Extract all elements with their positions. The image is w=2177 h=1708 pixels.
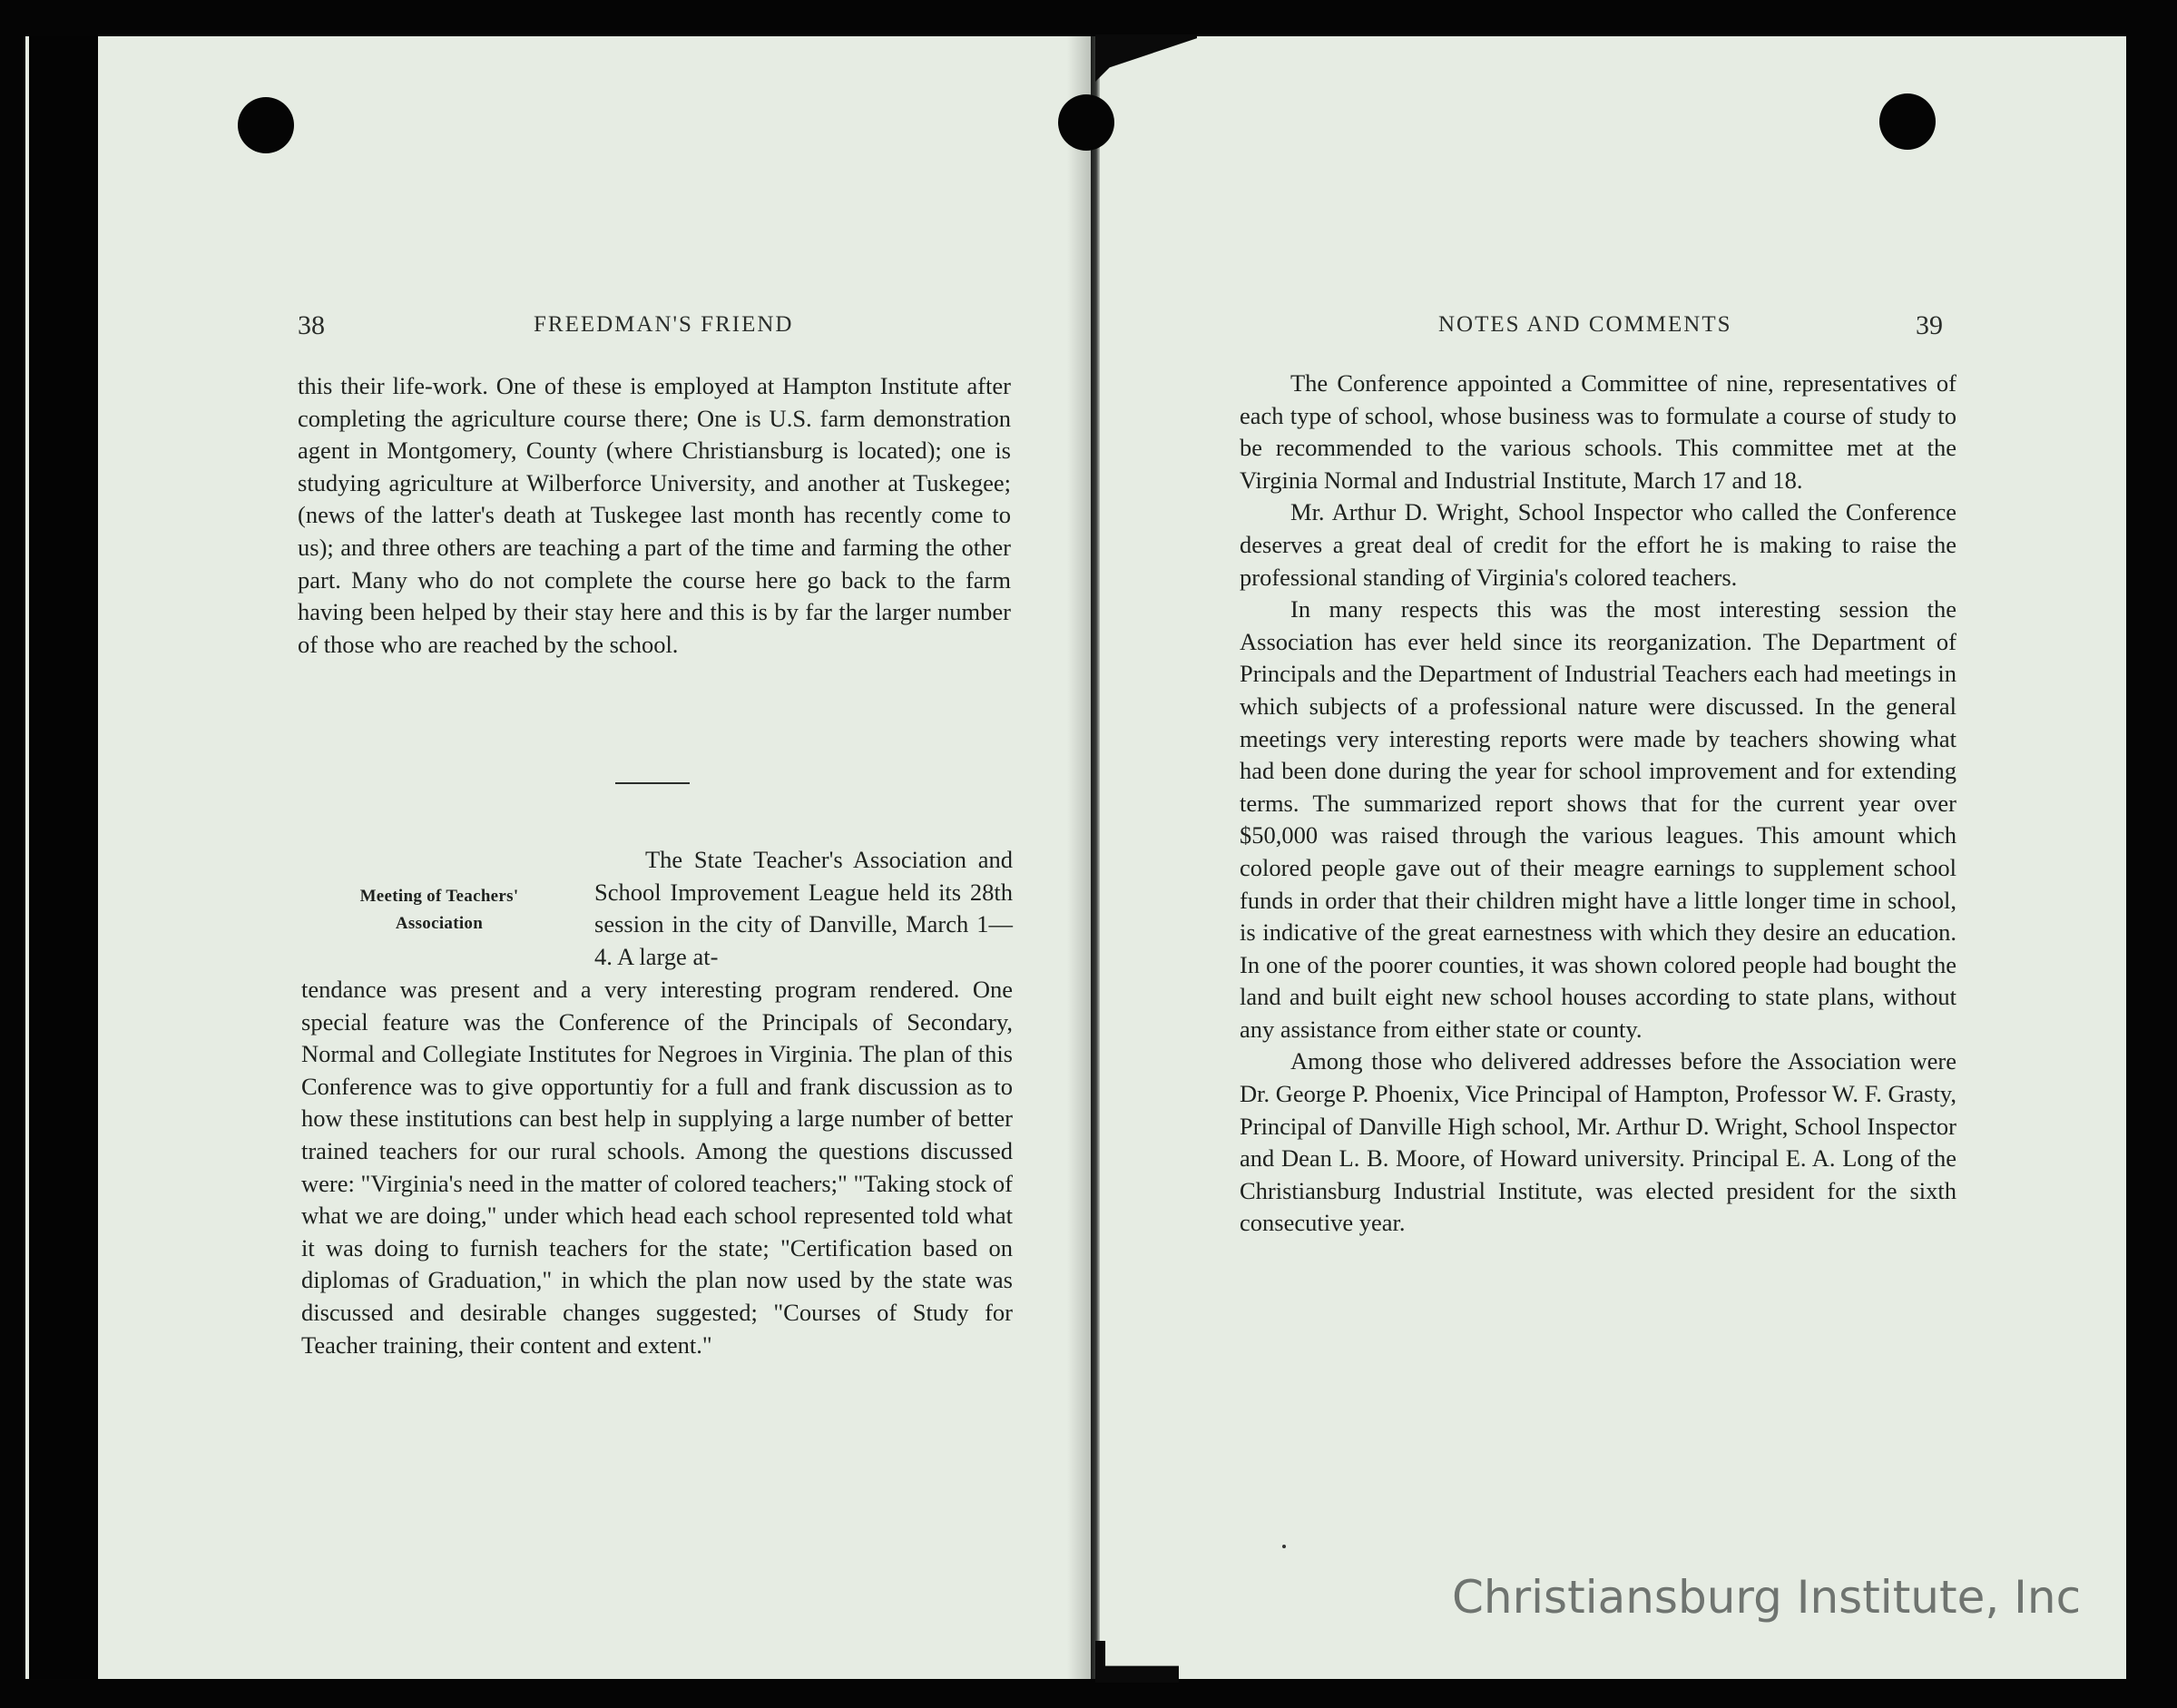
sidehead-line-1: Meeting of Teachers'	[359, 887, 519, 906]
right-page-body	[1240, 368, 1956, 1240]
article-continued	[301, 974, 1013, 1361]
binding-strip	[29, 36, 98, 1679]
punch-hole-right	[1879, 93, 1936, 150]
sidehead-meeting-of-teachers-association	[316, 883, 563, 937]
article-continued-text: tendance was present and a very interesting program rendered. One special feature was the Conference of the Principals of Secondary, Normal and Collegiate Institutes for Negroes in Virginia. The plan of this Conference was to give opportuntiy for a full and frank discussion as to how these institutions can best help in supplying a large number of better trained teachers for our rural schools. Among the questions discussed were: "Virginia's need in the matter of colored teachers;" "Taking stock of what we are doing," under which head each school represented told what it was doing to furnish teachers for the state; "Certification based on diplomas of Graduation," in which the plan now used by the state was discussed and desirable changes suggested; "Courses of Study for Teacher training, their content and extent."	[301, 976, 1013, 1359]
page-number-right: 39	[1916, 310, 1943, 340]
paragraph-wright: Mr. Arthur D. Wright, School Inspector who called the Conference deserves a great deal of credit for the effort he is making to raise the professional standing of Virginia's colored teachers.	[1240, 498, 1956, 591]
running-head-right: NOTES AND COMMENTS	[1438, 312, 1732, 337]
running-head-left: FREEDMAN'S FRIEND	[534, 312, 794, 337]
page-number-left: 38	[298, 310, 325, 340]
punch-hole-center	[1058, 94, 1114, 151]
article-start-text: The State Teacher's Association and School Improvement League held its 28th session in the city of Danville, March 1—4. A large at-	[594, 846, 1013, 970]
punch-hole-left	[238, 97, 294, 153]
section-divider-rule	[615, 782, 690, 784]
paragraph: this their life-work. One of these is employed at Hampton Institute after completing the agriculture course there; One is U.S. farm demonstration agent in Montgomery, County (where Christiansburg is located); one is studying agriculture at Wilberforce University, and another at Tuskegee; (news of the latter's death at Tuskegee last month has recently come to us); and three others are teaching a part of the time and farming the other part. Many who do not complete the course here go back to the farm having been helped by their stay here and this is by far the larger number of those who are reached by the school.	[298, 372, 1011, 658]
sidehead-line-2: Association	[395, 914, 484, 933]
page-gutter	[1091, 36, 1100, 1679]
stray-ink-dot	[1282, 1545, 1286, 1548]
left-opening-paragraph	[298, 370, 1011, 661]
paragraph-addresses: Among those who delivered addresses before the Association were Dr. George P. Phoenix, Vice Principal of Hampton, Professor W. F. Grasty, Principal of Danville High school, Mr. Arthur D. Wright, School Inspector and Dean L. B. Moore, of Howard university. Principal E. A. Long of the Christiansburg Industrial Institute, was elected president for the sixth consecutive year.	[1240, 1047, 1956, 1237]
paragraph-committee: The Conference appointed a Committee of nine, representatives of each type of school, whose business was to formulate a course of study to be recommended to the various schools. This committee met at the Virginia Normal and Industrial Institute, March 17 and 18.	[1240, 369, 1956, 494]
article-start	[594, 844, 1013, 973]
paragraph-session: In many respects this was the most interesting session the Association has ever held since its reorganization. The Department of Principals and the Department of Industrial Teachers each had meetings in which subjects of a professional nature were discussed. In the general meetings very interesting reports were made by teachers showing what had been done during the year for school improvement and for extending terms. The summarized report shows that for the current year over $50,000 was raised through the various leagues. This amount which colored people gave out of their meagre earnings to supplement school funds in order that their children might have a little longer time in school, is indicative of the great earnestness with which they desire an education. In one of the poorer counties, it was shown colored people had bought the land and built eight new school houses according to state plans, without any assistance from either state or county.	[1240, 595, 1956, 1043]
gutter-shadow	[1067, 36, 1091, 1679]
watermark: Christiansburg Institute, Inc	[1452, 1571, 2082, 1624]
